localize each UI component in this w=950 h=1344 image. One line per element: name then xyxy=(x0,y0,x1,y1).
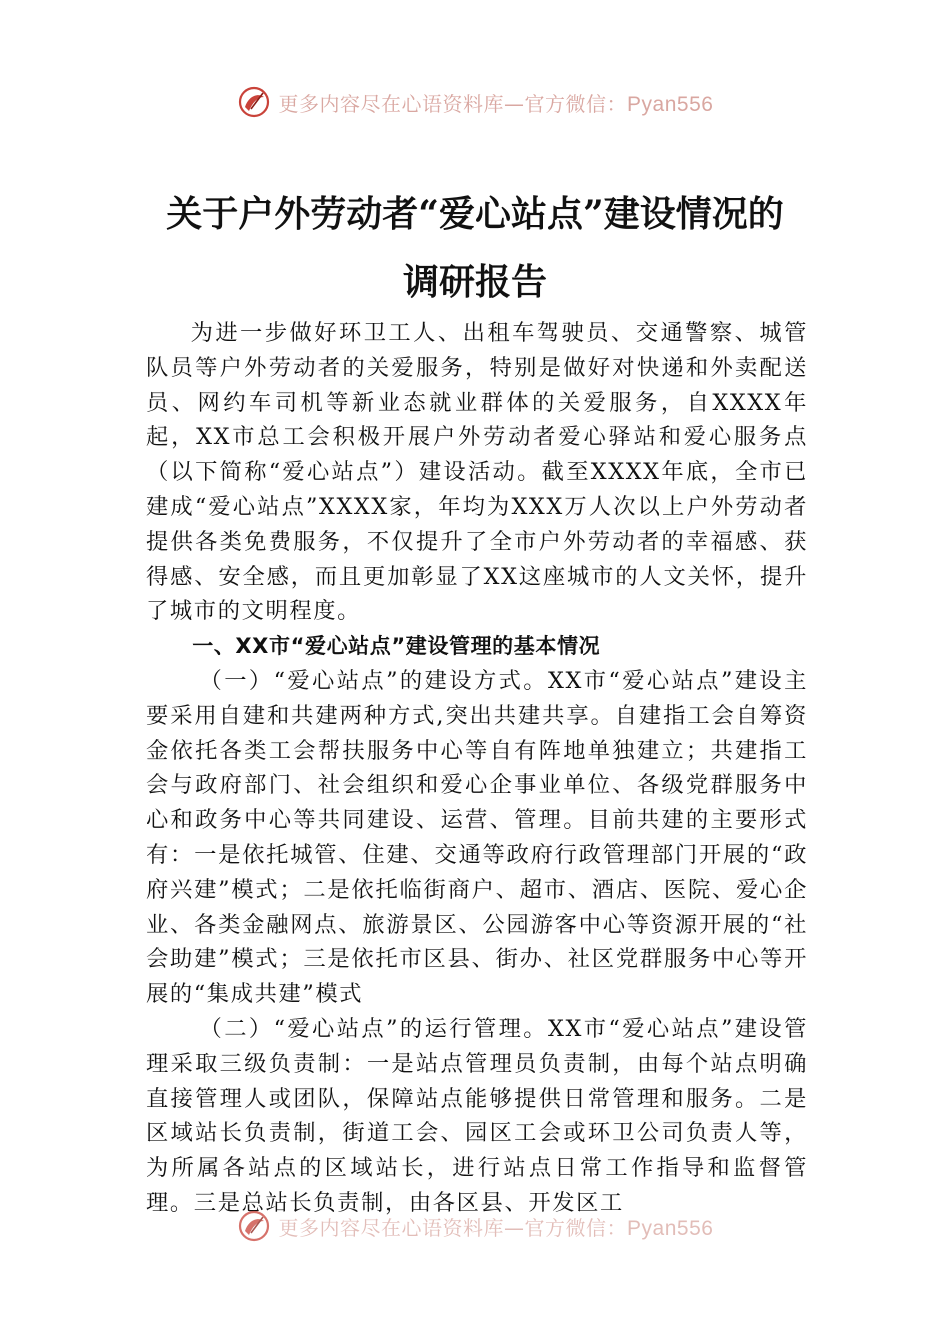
subsection-operation-paragraph: （二）“爱心站点”的运行管理。XX市“爱心站点”建设管理采取三级负责制：一是站点管理员负责制，由每个站点明确直接管理人或团队，保障站点能够提供日常管理和服务。二是区域站长负责制，街道工会、园区工会或环卫公司负责人等，为所属各站点的区域站长，进行站点日常工作指导和监督管理。三是总站长负责制，由各区县、开发区工 xyxy=(146,1015,808,1216)
watermark-text: 更多内容尽在心语资料库—官方微信：Pyan556 xyxy=(278,91,714,116)
title-line-1: 关于户外劳动者“爱心站点”建设情况的 xyxy=(166,193,784,235)
watermark-header xyxy=(0,82,950,122)
title-line-2: 调研报告 xyxy=(402,261,547,303)
watermark-footer xyxy=(0,1206,950,1246)
library-logo-icon xyxy=(237,85,271,119)
document-title xyxy=(0,180,950,316)
watermark-text: 更多内容尽在心语资料库—官方微信：Pyan556 xyxy=(278,1215,714,1240)
section-heading: 一、XX市“爱心站点”建设管理的基本情况 xyxy=(192,634,601,659)
document-body xyxy=(146,316,808,1221)
subsection-construction-paragraph: （一）“爱心站点”的建设方式。XX市“爱心站点”建设主要采用自建和共建两种方式,突出共建共享。自建指工会自筹资金依托各类工会帮扶服务中心等自有阵地单独建立；共建指工会与政府部门、社会组织和爱心企事业单位、各级党群服务中心和政务中心等共同建设、运营、管理。目前共建的主要形式有：一是依托城管、住建、交通等政府行政管理部门开展的“政府兴建”模式；二是依托临街商户、超市、酒店、医院、爱心企业、各类金融网点、旅游景区、公园游客中心等资源开展的“社会助建”模式；三是依托市区县、街办、社区党群服务中心等开展的“集成共建”模式 xyxy=(146,667,808,1008)
library-logo-icon xyxy=(237,1209,271,1243)
intro-paragraph: 为进一步做好环卫工人、出租车驾驶员、交通警察、城管队员等户外劳动者的关爱服务，特别是做好对快递和外卖配送员、网约车司机等新业态就业群体的关爱服务，自XXXX年起，XX市总工会积极开展户外劳动者爱心驿站和爱心服务点（以下简称“爱心站点”）建设活动。截至XXXX年底，全市已建成“爱心站点”XXXX家，年均为XXX万人次以上户外劳动者提供各类免费服务，不仅提升了全市户外劳动者的幸福感、获得感、安全感，而且更加彰显了XX这座城市的人文关怀，提升了城市的文明程度。 xyxy=(146,320,808,625)
